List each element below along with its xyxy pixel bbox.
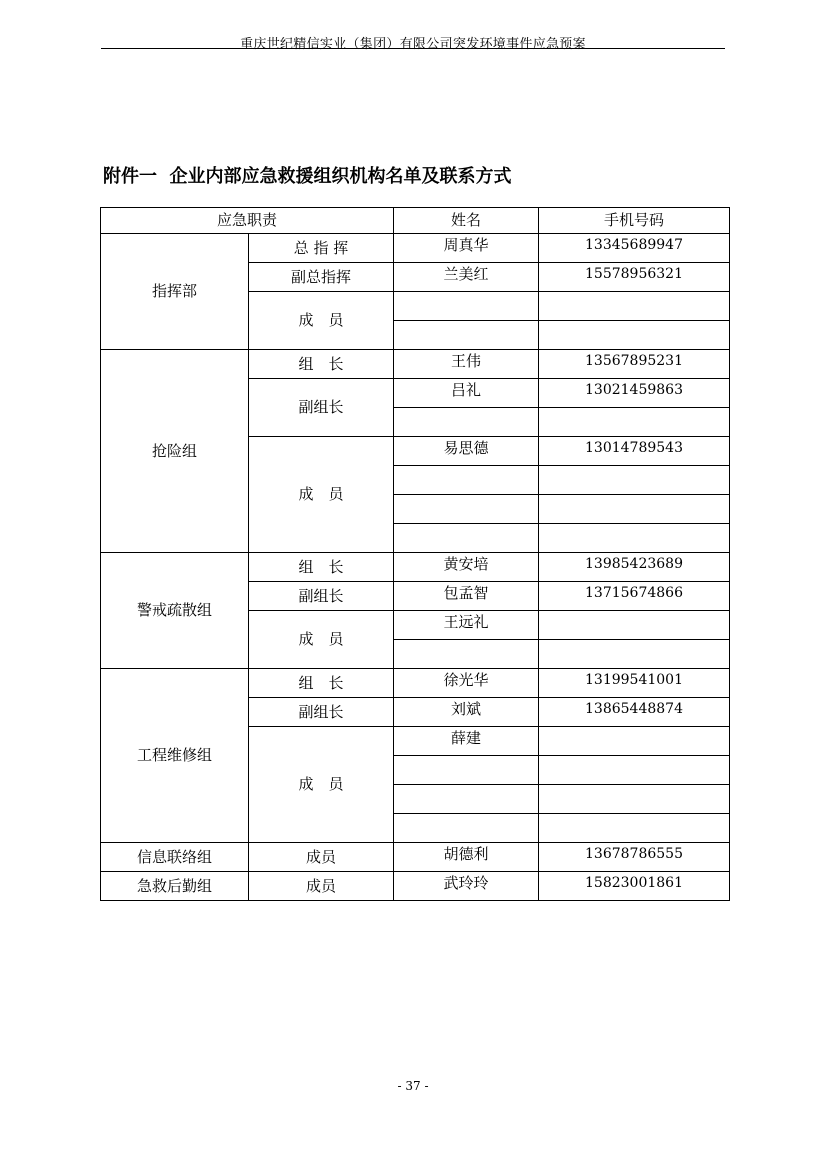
table-row (101, 669, 730, 698)
role-cell: 成员 (249, 872, 394, 901)
phone-cell: 13678786555 (539, 843, 730, 872)
name-cell (394, 756, 539, 785)
name-cell: 王远礼 (394, 611, 539, 640)
name-cell: 吕礼 (394, 379, 539, 408)
phone-cell (539, 727, 730, 756)
phone-cell (539, 321, 730, 350)
phone-cell (539, 466, 730, 495)
name-cell (394, 495, 539, 524)
phone-cell (539, 640, 730, 669)
role-cell: 成 员 (249, 611, 394, 669)
name-cell (394, 321, 539, 350)
name-cell (394, 785, 539, 814)
name-cell: 周真华 (394, 234, 539, 263)
name-cell: 刘斌 (394, 698, 539, 727)
group-cell: 抢险组 (101, 350, 249, 553)
role-cell: 副组长 (249, 582, 394, 611)
name-cell (394, 466, 539, 495)
column-header-phone: 手机号码 (539, 208, 730, 234)
phone-cell: 13345689947 (539, 234, 730, 263)
table-row (101, 843, 730, 872)
name-cell: 徐光华 (394, 669, 539, 698)
role-cell: 成 员 (249, 437, 394, 553)
table-row (101, 872, 730, 901)
phone-cell: 13014789543 (539, 437, 730, 466)
role-cell: 组 长 (249, 669, 394, 698)
phone-cell (539, 524, 730, 553)
running-header: 重庆世纪精信实业（集团）有限公司突发环境事件应急预案 (240, 37, 586, 52)
role-cell: 副组长 (249, 698, 394, 727)
column-header-name: 姓名 (394, 208, 539, 234)
name-cell (394, 640, 539, 669)
table-row (101, 350, 730, 379)
phone-cell: 13985423689 (539, 553, 730, 582)
name-cell (394, 292, 539, 321)
phone-cell: 13715674866 (539, 582, 730, 611)
phone-cell (539, 292, 730, 321)
phone-cell: 13567895231 (539, 350, 730, 379)
header-rule (101, 48, 725, 49)
name-cell: 胡德利 (394, 843, 539, 872)
role-cell: 成员 (249, 843, 394, 872)
name-cell: 包孟智 (394, 582, 539, 611)
phone-cell (539, 408, 730, 437)
name-cell: 兰美红 (394, 263, 539, 292)
phone-cell: 13199541001 (539, 669, 730, 698)
phone-cell (539, 814, 730, 843)
column-header-duty: 应急职责 (101, 208, 394, 234)
role-cell: 组 长 (249, 553, 394, 582)
name-cell: 王伟 (394, 350, 539, 379)
name-cell: 薛建 (394, 727, 539, 756)
phone-cell: 15823001861 (539, 872, 730, 901)
page-title: 附件一 企业内部应急救援组织机构名单及联系方式 (103, 166, 512, 187)
phone-cell (539, 785, 730, 814)
name-cell (394, 814, 539, 843)
name-cell: 武玲玲 (394, 872, 539, 901)
role-cell: 副总指挥 (249, 263, 394, 292)
emergency-roster-table (100, 207, 730, 901)
phone-cell (539, 611, 730, 640)
role-cell: 成 员 (249, 292, 394, 350)
group-cell: 急救后勤组 (101, 872, 249, 901)
phone-cell: 13865448874 (539, 698, 730, 727)
table-header-row (101, 208, 730, 234)
group-cell: 工程维修组 (101, 669, 249, 843)
role-cell: 成 员 (249, 727, 394, 843)
table-row (101, 553, 730, 582)
name-cell: 易思德 (394, 437, 539, 466)
name-cell: 黄安培 (394, 553, 539, 582)
phone-cell: 13021459863 (539, 379, 730, 408)
group-cell: 警戒疏散组 (101, 553, 249, 669)
phone-cell: 15578956321 (539, 263, 730, 292)
name-cell (394, 408, 539, 437)
group-cell: 信息联络组 (101, 843, 249, 872)
table-row (101, 234, 730, 263)
role-cell: 副组长 (249, 379, 394, 437)
phone-cell (539, 495, 730, 524)
phone-cell (539, 756, 730, 785)
group-cell: 指挥部 (101, 234, 249, 350)
page-number: - 37 - (397, 1079, 429, 1093)
role-cell: 总 指 挥 (249, 234, 394, 263)
role-cell: 组 长 (249, 350, 394, 379)
name-cell (394, 524, 539, 553)
